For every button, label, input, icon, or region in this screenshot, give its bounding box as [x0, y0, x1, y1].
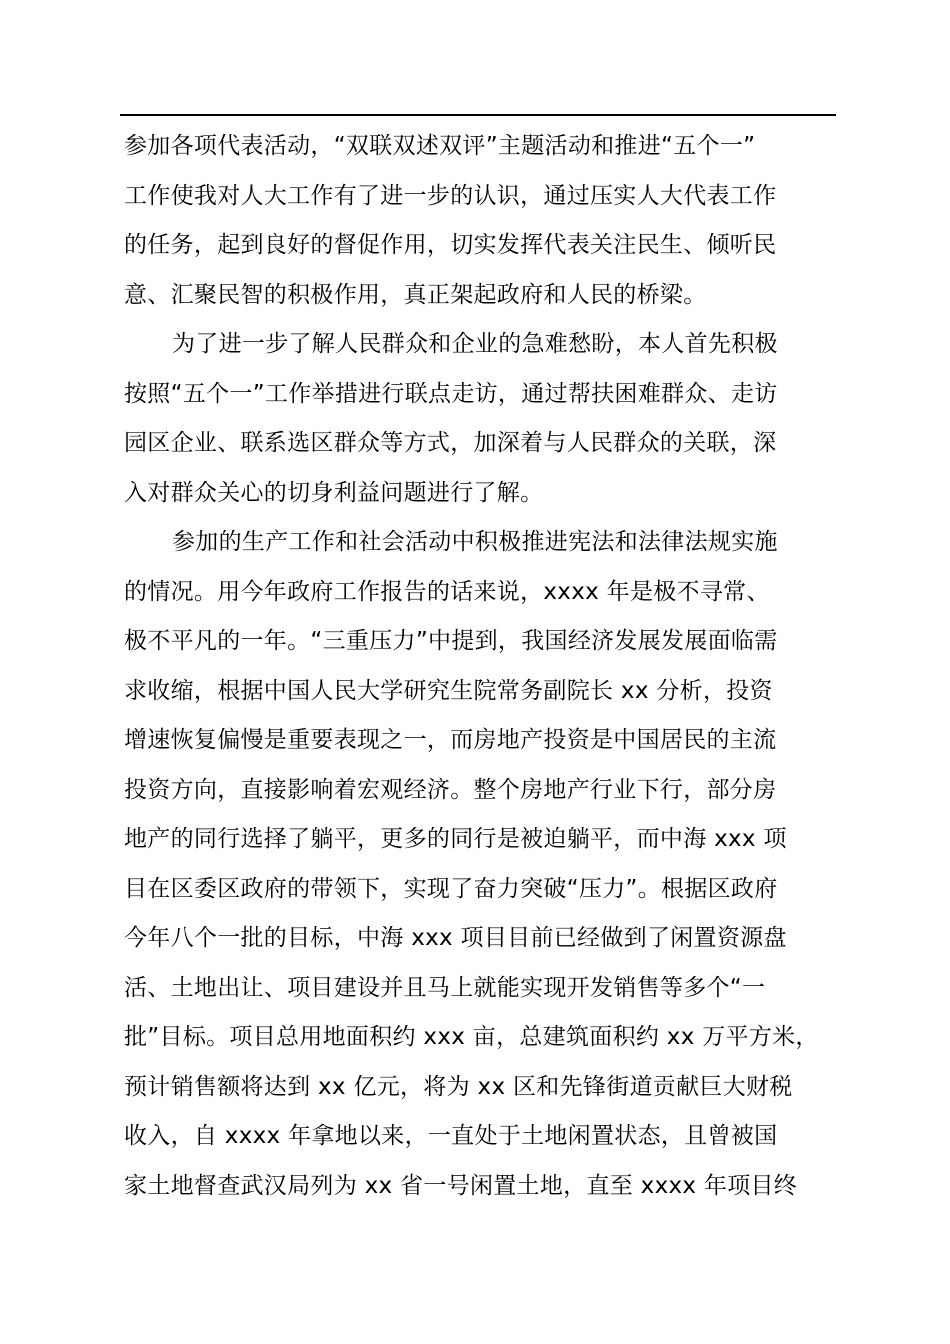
text-line: 的任务，起到良好的督促作用，切实发挥代表关注民生、倾听民: [124, 232, 777, 258]
text-line: 收入，自 xxxx 年拿地以来，一直处于土地闲置状态，且曾被国: [124, 1123, 778, 1149]
text-line: 工作使我对人大工作有了进一步的认识，通过压实人大代表工作: [124, 182, 777, 209]
text-line: 地产的同行选择了躺平，更多的同行是被迫躺平，而中海 xxx 项: [124, 826, 787, 852]
header-rule: [120, 114, 836, 116]
text-line: 目在区委区政府的带领下，实现了奋力突破“压力”。根据区政府: [124, 875, 778, 902]
text-line: 增速恢复偏慢是重要表现之一，而房地产投资是中国居民的主流: [124, 727, 777, 753]
text-line: 园区企业、联系选区群众等方式，加深着与人民群众的关联，深: [124, 430, 777, 456]
text-line: 极不平凡的一年。“三重压力”中提到，我国经济发展发展面临需: [124, 628, 778, 654]
text-line: 活、土地出让、项目建设并且马上就能实现开发销售等多个“一: [124, 974, 766, 1001]
text-line: 参加各项代表活动，“双联双述双评”主题活动和推进“五个一”: [124, 133, 756, 159]
text-line: 意、汇聚民智的积极作用，真正架起政府和人民的桥梁。: [124, 281, 707, 308]
text-line: 为了进一步了解人民群众和企业的急难愁盼，本人首先积极: [172, 331, 778, 357]
text-line: 投资方向，直接影响着宏观经济。整个房地产行业下行，部分房: [124, 776, 777, 803]
text-line: 今年八个一批的目标，中海 xxx 项目目前已经做到了闲置资源盘: [124, 925, 787, 951]
text-line: 求收缩，根据中国人民大学研究生院常务副院长 xx 分析，投资: [124, 677, 773, 704]
text-line: 批”目标。项目总用地面积约 xxx 亩，总建筑面积约 xx 万平方米，: [124, 1024, 819, 1050]
text-line: 家土地督查武汉局列为 xx 省一号闲置土地，直至 xxxx 年项目终: [124, 1172, 798, 1199]
text-line: 按照“五个一”工作举措进行联点走访，通过帮扶困难群众、走访: [124, 380, 778, 407]
text-line: 预计销售额将达到 xx 亿元，将为 xx 区和先锋街道贡献巨大财税: [124, 1073, 793, 1100]
document-body: [124, 122, 864, 1211]
text-line: 的情况。用今年政府工作报告的话来说，xxxx 年是极不寻常、: [124, 578, 770, 605]
text-line: 入对群众关心的切身利益问题进行了解。: [124, 479, 544, 506]
text-line: 参加的生产工作和社会活动中积极推进宪法和法律法规实施: [172, 529, 778, 555]
